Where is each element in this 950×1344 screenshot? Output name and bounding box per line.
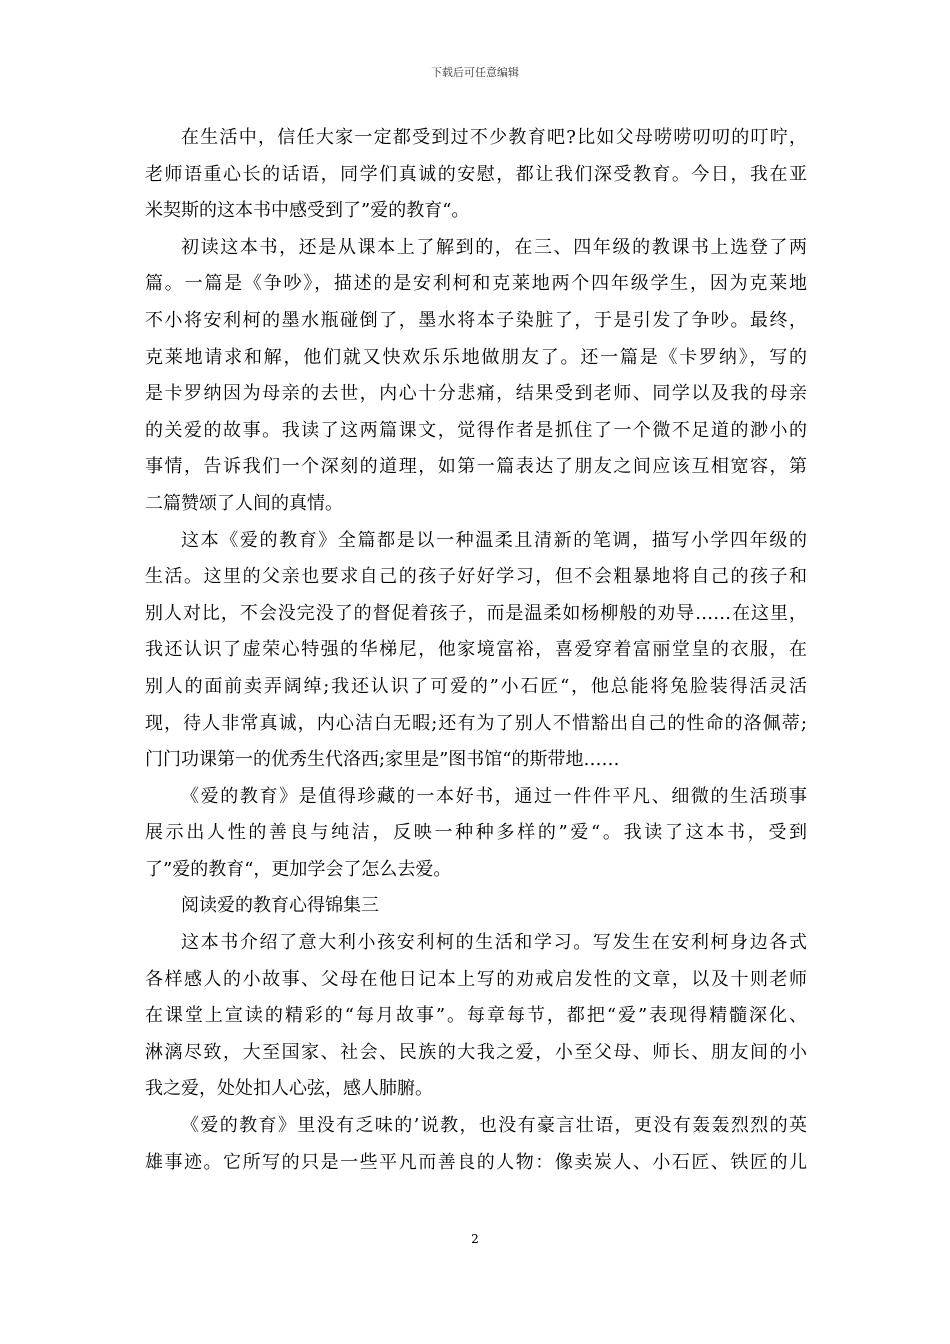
page-header: 下载后可任意编辑	[431, 66, 519, 79]
text-line: 展示出人性的善良与纯洁，反映一种种多样的”爱“。我读了这本书，受到	[145, 822, 807, 844]
text-line: 二篇赞颂了人间的真情。	[145, 492, 343, 514]
text-line: 初读这本书，还是从课本上了解到的，在三、四年级的教课书上选登了两	[181, 236, 807, 258]
text-line: 的关爱的故事。我读了这两篇课文，觉得作者是抓住了一个微不足道的渺小的	[145, 419, 807, 441]
text-line: 我之爱，处处扣人心弦，感人肺腑。	[145, 1078, 433, 1100]
text-line: 各样感人的小故事、父母在他日记本上写的劝戒启发性的文章，以及十则老师	[145, 968, 807, 990]
text-line: 篇。一篇是《争吵》，描述的是安利柯和克莱地两个四年级学生，因为克莱地	[145, 273, 807, 295]
text-line: 淋漓尽致，大至国家、社会、民族的大我之爱，小至父母、师长、朋友间的小	[145, 1041, 807, 1063]
text-line: 阅读爱的教育心得锦集三	[181, 895, 379, 917]
text-line: 我还认识了虚荣心特强的华梯尼，他家境富裕，喜爱穿着富丽堂皇的衣服，在	[145, 639, 807, 661]
text-line: 《爱的教育》里没有乏味的’说教，也没有豪言壮语，更没有轰轰烈烈的英	[181, 1115, 807, 1137]
text-line: 门门功课第一的优秀生代洛西;家里是”图书馆“的斯带地……	[145, 749, 620, 771]
text-line: 别人的面前卖弄阔绰;我还认识了可爱的”小石匠“，他总能将兔脸装得活灵活	[145, 675, 807, 697]
text-line: 米契斯的这本书中感受到了”爱的教育“。	[145, 200, 470, 222]
text-line: 生活。这里的父亲也要求自己的孩子好好学习，但不会粗暴地将自己的孩子和	[145, 566, 807, 588]
text-line: 克莱地请求和解，他们就又快欢乐乐地做朋友了。还一篇是《卡罗纳》，写的	[145, 346, 807, 368]
text-line: 雄事迹。它所写的只是一些平凡而善良的人物：像卖炭人、小石匠、铁匠的儿	[145, 1151, 807, 1173]
document-body	[145, 120, 807, 1181]
page-number: 2	[471, 1232, 479, 1246]
text-line: 老师语重心长的话语，同学们真诚的安慰，都让我们深受教育。今日，我在亚	[145, 163, 807, 185]
text-line: 别人对比，不会没完没了的督促着孩子，而是温柔如杨柳般的劝导……在这里，	[145, 602, 807, 624]
text-line: 这本《爱的教育》全篇都是以一种温柔且清新的笔调，描写小学四年级的	[181, 529, 807, 551]
text-line: 这本书介绍了意大利小孩安利柯的生活和学习。写发生在安利柯身边各式	[181, 932, 807, 954]
text-line: 是卡罗纳因为母亲的去世，内心十分悲痛，结果受到老师、同学以及我的母亲	[145, 383, 807, 405]
text-line: 了”爱的教育“，更加学会了怎么去爱。	[145, 858, 452, 880]
text-line: 事情，告诉我们一个深刻的道理，如第一篇表达了朋友之间应该互相宽容，第	[145, 456, 807, 478]
text-line: 现，待人非常真诚，内心洁白无暇;还有为了别人不惜豁出自己的性命的洛佩蒂;	[145, 712, 807, 734]
text-line: 不小将安利柯的墨水瓶碰倒了，墨水将本子染脏了，于是引发了争吵。最终，	[145, 309, 807, 331]
text-line: 在课堂上宣读的精彩的“每月故事”。每章每节，都把“爱”表现得精髓深化、	[145, 1005, 807, 1027]
text-line: 在生活中，信任大家一定都受到过不少教育吧?比如父母唠唠叨叨的叮咛，	[181, 127, 807, 148]
text-line: 《爱的教育》是值得珍藏的一本好书，通过一件件平凡、细微的生活琐事	[181, 785, 807, 807]
